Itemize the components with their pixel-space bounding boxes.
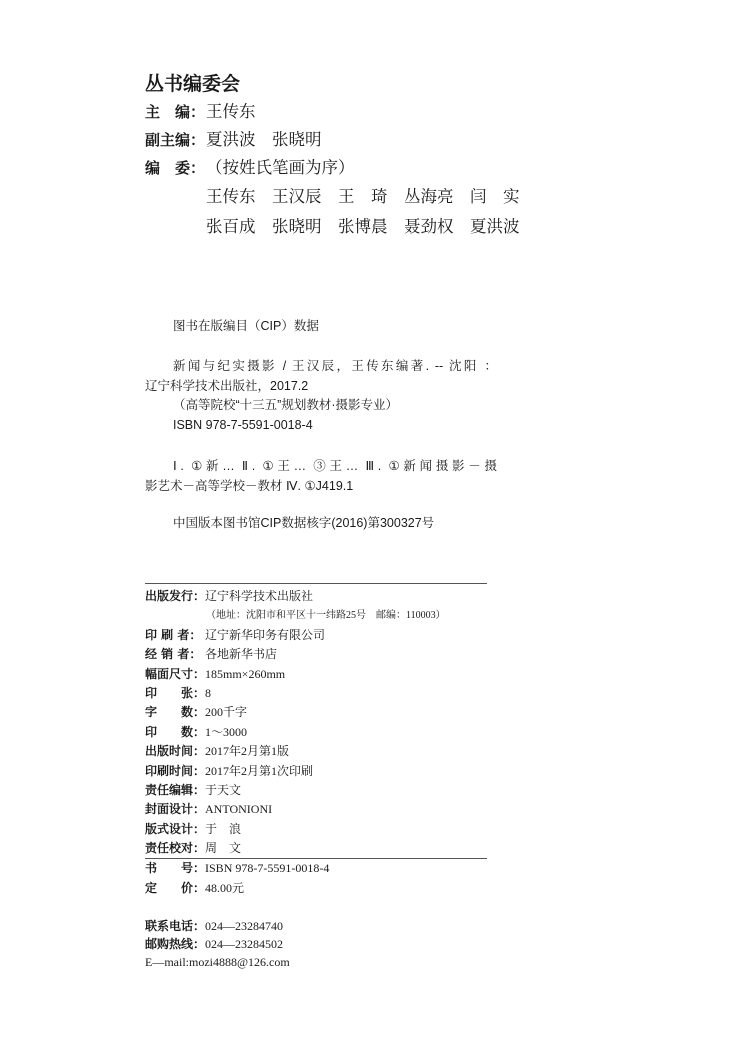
cover-design-row [145, 800, 505, 819]
price-value: 48.00元 [205, 880, 245, 895]
members-row [145, 154, 565, 182]
cip-subject-text: Ⅰ. ①新… Ⅱ. ①王… ③王… Ⅲ. ①新闻摄影－摄 [173, 459, 497, 473]
cip-heading: 图书在版编目（CIP）数据 [173, 319, 319, 333]
printed-sheets-label: 印 张： [145, 685, 206, 700]
publisher-label: 出版发行： [145, 589, 206, 603]
cip-title-record-text: 新闻与纪实摄影 / 王汉辰，王传东编著. -- 沈阳 ： [173, 359, 497, 373]
cip-subject-line: 影艺术－高等学校－教材 Ⅳ. ①J419.1 [145, 479, 354, 493]
format-size-value: 185mm×260mm [205, 666, 286, 681]
members-line: 王传东 王汉辰 王 琦 丛海亮 闫 实 [206, 187, 520, 206]
print-run-row [145, 723, 505, 742]
contact-info [145, 917, 505, 971]
members-order-note: （按姓氏笔画为序） [206, 158, 355, 177]
publisher-row [145, 587, 505, 606]
printer-value: 辽宁新华印务有限公司 [205, 627, 326, 642]
publisher-address: （地址：沈阳市和平区十一纬路25号 邮编：110003） [206, 610, 446, 622]
cip-title-record-line [145, 357, 497, 377]
book-codes [145, 859, 505, 898]
publisher-value: 辽宁科学技术出版社 [205, 589, 314, 603]
deputy-editors-label: 副主编： [145, 131, 206, 149]
distributor-label: 经 销 者： [145, 647, 202, 662]
email-address: E—mail:mozi4888@126.com [145, 955, 290, 969]
publication-date-row [145, 742, 505, 761]
cip-subject-line [145, 456, 497, 476]
cip-title-record-line: 辽宁科学技术出版社，2017.2 [145, 378, 309, 393]
word-count-value: 200千字 [205, 705, 248, 720]
printing-date-label: 印刷时间： [145, 763, 206, 778]
price-label: 定 价： [145, 880, 206, 895]
print-run-value: 1～3000 [205, 724, 248, 739]
chief-editor-row [145, 98, 565, 126]
divider-line [145, 583, 487, 584]
responsible-editor-row [145, 781, 505, 800]
book-number-row [145, 859, 505, 879]
cip-series: （高等院校“十三五”规划教材·摄影专业） [173, 398, 398, 412]
editorial-board [145, 70, 565, 242]
mail-order-row [145, 935, 505, 953]
printed-sheets-value: 8 [205, 685, 212, 700]
proofreader-value: 周 文 [205, 841, 242, 856]
format-size-row [145, 665, 505, 684]
members-line: 张百成 张晓明 张博晨 聂劲权 夏洪波 [206, 217, 520, 236]
phone-row [145, 917, 505, 935]
cip-data-block [145, 316, 497, 533]
chief-editor-label: 主 编： [145, 103, 206, 121]
phone-label: 联系电话： [145, 919, 206, 933]
distributor-value: 各地新华书店 [205, 647, 278, 662]
members-label: 编 委： [145, 159, 206, 177]
distributor-row [145, 645, 505, 664]
printed-sheets-row [145, 684, 505, 703]
printer-label: 印 刷 者： [145, 627, 202, 642]
editorial-board-title: 丛书编委会 [145, 73, 241, 95]
proofreader-label: 责任校对： [145, 841, 206, 856]
phone-value: 024—23284740 [205, 919, 284, 933]
printing-date-value: 2017年2月第1次印刷 [205, 763, 314, 778]
printer-row [145, 626, 505, 645]
price-row [145, 879, 505, 899]
book-number-label: 书 号： [145, 861, 206, 875]
imprint-details [145, 587, 505, 858]
cip-isbn: ISBN 978-7-5591-0018-4 [173, 417, 313, 432]
responsible-editor-value: 于天文 [205, 782, 242, 797]
print-run-label: 印 数： [145, 724, 206, 739]
deputy-editors-names: 夏洪波 张晓明 [206, 130, 322, 149]
proofreader-row [145, 839, 505, 858]
publication-date-label: 出版时间： [145, 744, 206, 759]
layout-design-value: 于 浪 [205, 821, 242, 836]
word-count-label: 字 数： [145, 705, 206, 720]
format-size-label: 幅面尺寸： [145, 666, 206, 681]
mail-order-value: 024—23284502 [205, 937, 284, 951]
printing-date-row [145, 762, 505, 781]
book-number-value: ISBN 978-7-5591-0018-4 [205, 861, 330, 875]
layout-design-label: 版式设计： [145, 821, 206, 836]
word-count-row [145, 703, 505, 722]
responsible-editor-label: 责任编辑： [145, 782, 206, 797]
cover-design-value: ANTONIONI [205, 802, 273, 817]
chief-editor-name: 王传东 [206, 102, 256, 121]
mail-order-label: 邮购热线： [145, 937, 206, 951]
deputy-editors-row [145, 126, 565, 154]
layout-design-row [145, 820, 505, 839]
cover-design-label: 封面设计： [145, 802, 206, 817]
cip-approval-number: 中国版本图书馆CIP数据核字(2016)第300327号 [173, 516, 435, 530]
publication-date-value: 2017年2月第1版 [205, 744, 290, 759]
